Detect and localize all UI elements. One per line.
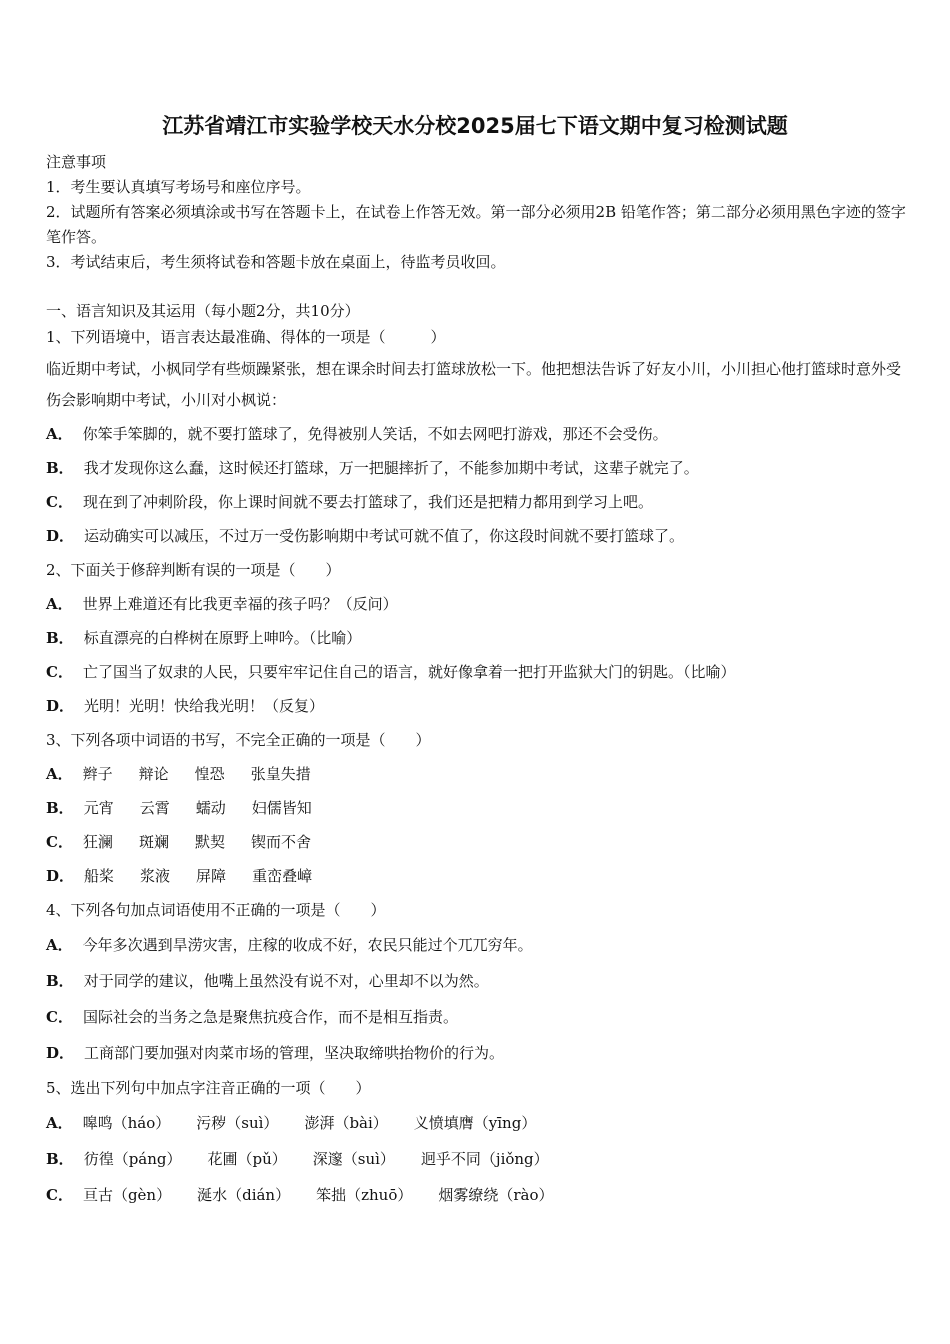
option-word: 笨拙（zhuō）	[316, 1186, 413, 1204]
note-item: 1．考生要认真填写考场号和座位序号。	[46, 178, 311, 196]
option-word: 花圃（pǔ）	[207, 1150, 287, 1168]
option-label: B．	[46, 1150, 74, 1168]
question-stem: 4、下列各句加点词语使用不正确的一项是（ ）	[46, 901, 386, 919]
question-passage: 临近期中考试，小枫同学有些烦躁紧张，想在课余时间去打篮球放松一下。他把想法告诉了好友小川，小川担心他打篮球时意外受伤会影响期中考试，小川对小枫说：	[46, 360, 902, 409]
option-word: 元宵	[83, 799, 114, 817]
option-item[interactable]	[46, 825, 906, 859]
option-item[interactable]	[46, 963, 906, 999]
option-word: 锲而不舍	[251, 833, 312, 851]
notes-block	[46, 150, 906, 275]
option-item[interactable]	[46, 1105, 906, 1141]
option-label: A．	[46, 936, 73, 954]
option-item[interactable]	[46, 1035, 906, 1071]
option-text: 对于同学的建议，他嘴上虽然没有说不对，心里却不以为然。	[83, 972, 489, 990]
option-item[interactable]	[46, 451, 906, 485]
option-label: C．	[46, 1186, 73, 1204]
option-item[interactable]	[46, 1141, 906, 1177]
option-word: 澎湃（bài）	[304, 1114, 388, 1132]
question-stem: 5、选出下列句中加点字注音正确的一项（ ）	[46, 1079, 371, 1097]
option-word: 张皇失措	[250, 765, 311, 783]
option-item[interactable]	[46, 621, 906, 655]
option-item[interactable]	[46, 757, 906, 791]
option-word: 狂澜	[82, 833, 113, 851]
option-word: 惶恐	[194, 765, 225, 783]
option-item[interactable]	[46, 587, 906, 621]
option-word: 云霄	[139, 799, 170, 817]
option-item[interactable]	[46, 1177, 906, 1213]
option-item[interactable]	[46, 999, 906, 1035]
option-word: 重峦叠嶂	[252, 867, 313, 885]
question-stem: 3、下列各项中词语的书写，不完全正确的一项是（ ）	[46, 731, 431, 749]
option-text: 亡了国当了奴隶的人民，只要牢牢记住自己的语言，就好像拿着一把打开监狱大门的钥匙。（比喻）	[82, 663, 736, 681]
question-stem: 1、下列语境中，语言表达最准确、得体的一项是（ ）	[46, 328, 446, 346]
option-word: 屏障	[196, 867, 227, 885]
option-label: D．	[46, 1044, 75, 1062]
option-label: A．	[46, 765, 73, 783]
option-word: 涎水（dián）	[197, 1186, 291, 1204]
option-text: 光明！光明！快给我光明！（反复）	[84, 697, 325, 715]
option-item[interactable]	[46, 519, 906, 553]
option-label: B．	[46, 972, 74, 990]
option-word: 蠕动	[195, 799, 226, 817]
option-text: 现在到了冲刺阶段，你上课时间就不要去打篮球了，我们还是把精力都用到学习上吧。	[82, 493, 653, 511]
option-word: 污秽（suì）	[196, 1114, 279, 1132]
option-item[interactable]	[46, 791, 906, 825]
option-item[interactable]	[46, 417, 906, 451]
option-text: 我才发现你这么蠢，这时候还打篮球，万一把腿摔折了，不能参加期中考试，这辈子就完了。	[83, 459, 699, 477]
option-word: 妇儒皆知	[251, 799, 312, 817]
option-label: D．	[46, 867, 75, 885]
option-item[interactable]	[46, 655, 906, 689]
option-text: 世界上难道还有比我更幸福的孩子吗？（反问）	[82, 595, 398, 613]
option-word: 迥乎不同（jiǒng）	[420, 1150, 549, 1168]
option-text: 工商部门要加强对肉菜市场的管理，坚决取缔哄抬物价的行为。	[84, 1044, 505, 1062]
option-word: 辫子	[82, 765, 113, 783]
option-item[interactable]	[46, 927, 906, 963]
option-word: 彷徨（páng）	[83, 1150, 182, 1168]
option-label: C．	[46, 833, 73, 851]
option-text: 标直漂亮的白桦树在原野上呻吟。（比喻）	[83, 629, 362, 647]
note-item: 2．试题所有答案必须填涂或书写在答题卡上，在试卷上作答无效。第一部分必须用2B 铅笔作答；第二部分必须用黑色字迹的签字笔作答。	[46, 203, 906, 246]
section-heading: 一、语言知识及其运用（每小题2分，共10分）	[46, 302, 360, 320]
option-item[interactable]	[46, 485, 906, 519]
option-label: B．	[46, 629, 74, 647]
option-label: C．	[46, 663, 73, 681]
option-word: 深邃（suì）	[312, 1150, 395, 1168]
option-word: 默契	[194, 833, 225, 851]
option-label: A．	[46, 425, 73, 443]
option-word: 斑斓	[138, 833, 169, 851]
note-item: 3．考试结束后，考生须将试卷和答题卡放在桌面上，待监考员收回。	[46, 253, 506, 271]
option-word: 浆液	[140, 867, 171, 885]
option-word: 船桨	[84, 867, 115, 885]
option-text: 国际社会的当务之急是聚焦抗疫合作，而不是相互指责。	[82, 1008, 458, 1026]
option-label: C．	[46, 493, 73, 511]
option-word: 嗥鸣（háo）	[82, 1114, 171, 1132]
option-text: 你笨手笨脚的，就不要打篮球了，免得被别人笑话，不如去网吧打游戏，那还不会受伤。	[82, 425, 668, 443]
page-title: 江苏省靖江市实验学校天水分校2025届七下语文期中复习检测试题	[162, 114, 788, 138]
option-label: B．	[46, 799, 74, 817]
option-item[interactable]	[46, 689, 906, 723]
questions-area	[46, 298, 906, 1213]
question-stem: 2、下面关于修辞判断有误的一项是（ ）	[46, 561, 341, 579]
option-text: 运动确实可以减压，不过万一受伤影响期中考试可就不值了，你这段时间就不要打篮球了。	[84, 527, 685, 545]
option-label: D．	[46, 527, 75, 545]
option-word: 烟雾缭绕（rào）	[438, 1186, 554, 1204]
option-item[interactable]	[46, 859, 906, 893]
option-word: 辩论	[138, 765, 169, 783]
option-label: B．	[46, 459, 74, 477]
option-text: 今年多次遇到旱涝灾害，庄稼的收成不好，农民只能过个兀兀穷年。	[82, 936, 533, 954]
option-label: A．	[46, 1114, 73, 1132]
option-word: 亘古（gèn）	[82, 1186, 172, 1204]
option-word: 义愤填膺（yīng）	[413, 1114, 537, 1132]
notes-heading: 注意事项	[46, 153, 107, 171]
option-label: C．	[46, 1008, 73, 1026]
option-label: D．	[46, 697, 75, 715]
option-label: A．	[46, 595, 73, 613]
